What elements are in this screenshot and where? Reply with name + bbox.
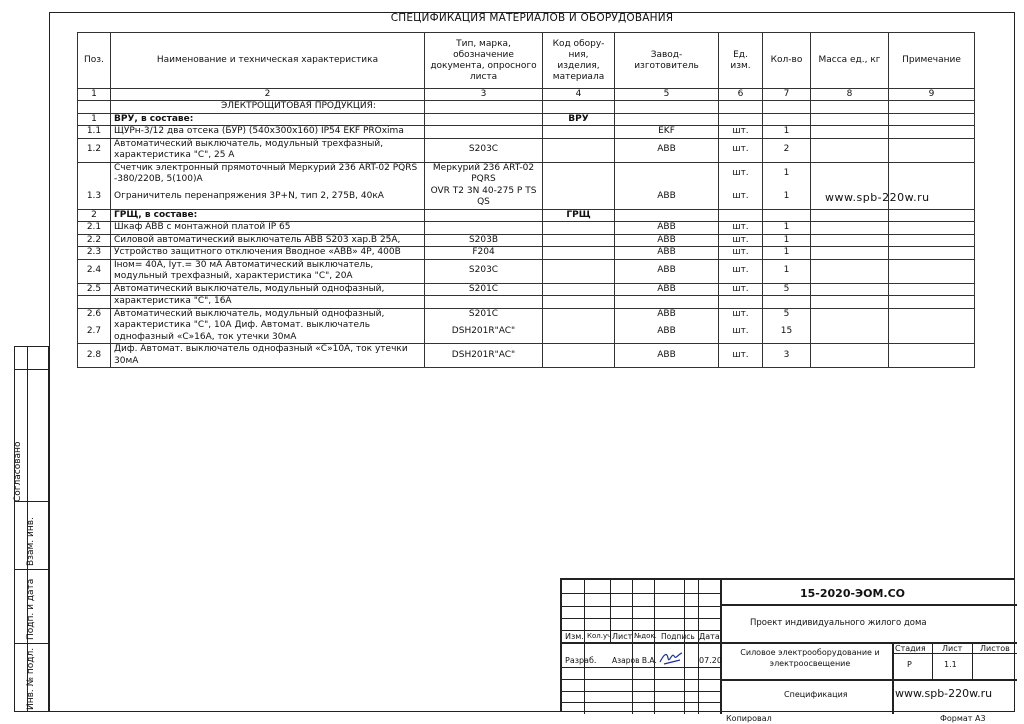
title-block — [560, 578, 1015, 712]
cell-maker: ABB — [615, 247, 719, 260]
cell-mass — [811, 247, 889, 260]
cell-qty: 3 — [763, 344, 811, 368]
cell-qty: 1 — [763, 186, 811, 210]
page-title: СПЕЦИФИКАЦИЯ МАТЕРИАЛОВ И ОБОРУДОВАНИЯ — [390, 12, 674, 24]
cell-mass — [811, 283, 889, 296]
cell-note — [889, 259, 975, 283]
column-number: 3 — [425, 89, 543, 101]
cell-unit: шт. — [719, 308, 763, 320]
cell-name: Автоматический выключатель, модульный трехфазный, характеристика "С", 25 А — [111, 138, 425, 162]
cell-pos: 2.6 — [78, 308, 111, 320]
side-label-sign-date: Подп. и дата — [26, 578, 36, 640]
cell-name: Устройство защитного отключения Вводное «ABB» 4P, 400В — [111, 247, 425, 260]
cell-qty: 2 — [763, 138, 811, 162]
cell-maker: ABB — [615, 320, 719, 344]
cell-note — [889, 320, 975, 344]
cell-mass — [811, 162, 889, 186]
format-label: Формат А3 — [940, 714, 986, 723]
sheet-label: Лист — [942, 644, 963, 653]
cell-pos: 1.1 — [78, 126, 111, 139]
cell-name: Диф. Автомат. выключатель однофазный «С»10А, ток утечки 30мА — [111, 344, 425, 368]
cell-pos: 1.2 — [78, 138, 111, 162]
table-row — [78, 320, 975, 344]
cell-code — [543, 259, 615, 283]
cell-unit — [719, 296, 763, 309]
cell-note — [889, 126, 975, 139]
developer-name: Азаров В.А. — [612, 656, 657, 665]
cell-qty: 1 — [763, 259, 811, 283]
cell-pos: 2.8 — [78, 344, 111, 368]
cell-name: Счетчик электронный прямоточный Меркурий 236 ART-02 PQRS -380/220В, 5(100)А — [111, 162, 425, 186]
cell-qty: 5 — [763, 308, 811, 320]
developer-label: Разраб. — [565, 656, 597, 665]
cell-unit: шт. — [719, 344, 763, 368]
cell-type: S201C — [425, 283, 543, 296]
sign-date: 07.20 — [699, 656, 722, 665]
column-number: 9 — [889, 89, 975, 101]
cell-name: ЩУРн-3/12 два отсека (БУР) (540х300х160) IP54 EKF PROxima — [111, 126, 425, 139]
cell-name: Шкаф ABB с монтажной платой IP 65 — [111, 222, 425, 235]
cell-pos: 2.2 — [78, 234, 111, 247]
table-row — [78, 162, 975, 186]
cell-type: F204 — [425, 247, 543, 260]
cell-qty — [763, 113, 811, 126]
cell-note — [889, 113, 975, 126]
cell-code — [543, 222, 615, 235]
stamp-header-signature: Подпись — [661, 632, 695, 641]
cell-code — [543, 138, 615, 162]
cell-mass — [811, 138, 889, 162]
cell-code — [543, 186, 615, 210]
cell-type: OVR T2 3N 40-275 P TS QS — [425, 186, 543, 210]
column-number: 8 — [811, 89, 889, 101]
cell-qty: 1 — [763, 222, 811, 235]
stage-label: Стадия — [895, 644, 926, 653]
cell-code — [543, 308, 615, 320]
cell-maker: ABB — [615, 234, 719, 247]
cell-note — [889, 209, 975, 222]
cell-code — [543, 296, 615, 309]
cell-pos: 1 — [78, 113, 111, 126]
cell-qty: 1 — [763, 247, 811, 260]
sheet-value: 1.1 — [944, 660, 957, 669]
column-number-row — [78, 89, 975, 101]
section-name-text: Силовое электрооборудование и электроосвещение — [740, 648, 880, 668]
cell-unit: шт. — [719, 162, 763, 186]
side-label-replace-inv: Взам. инв. — [26, 517, 36, 566]
cell-unit: шт. — [719, 186, 763, 210]
cell-mass — [811, 209, 889, 222]
cell-code — [543, 126, 615, 139]
table-row — [78, 126, 975, 139]
column-number: 1 — [78, 89, 111, 101]
table-row — [78, 296, 975, 309]
cell-maker: ABB — [615, 222, 719, 235]
table-row — [78, 259, 975, 283]
table-row — [78, 113, 975, 126]
cell-name: Автоматический выключатель, модульный однофазный, — [111, 308, 425, 320]
cell-name: характеристика "С", 16А — [111, 296, 425, 309]
table-row — [78, 222, 975, 235]
cell-maker: ABB — [615, 186, 719, 210]
cell-name: ГРЩ, в составе: — [111, 209, 425, 222]
cell-qty: 1 — [763, 234, 811, 247]
cell-type — [425, 113, 543, 126]
header-type: Тип, марка, обозначение документа, опросного листа — [425, 33, 543, 89]
cell-maker: ABB — [615, 308, 719, 320]
cell-note — [889, 138, 975, 162]
stamp-header-docno: №док. — [634, 632, 657, 640]
cell-unit — [719, 209, 763, 222]
stamp-header-count: Кол.уч — [587, 632, 612, 640]
header-qty: Кол-во — [763, 33, 811, 89]
column-number: 6 — [719, 89, 763, 101]
cell-unit: шт. — [719, 247, 763, 260]
project-name: Проект индивидуального жилого дома — [750, 618, 927, 628]
cell-pos: 2.4 — [78, 259, 111, 283]
cell-maker: ABB — [615, 138, 719, 162]
cell-pos: 1.3 — [78, 186, 111, 210]
cell-name: Автоматический выключатель, модульный однофазный, — [111, 283, 425, 296]
cell-unit: шт. — [719, 126, 763, 139]
cell-maker — [615, 113, 719, 126]
cell-unit — [719, 113, 763, 126]
cell-note — [889, 162, 975, 186]
cell-pos — [78, 296, 111, 309]
cell-type: DSH201R"AC" — [425, 344, 543, 368]
cell-maker — [615, 296, 719, 309]
section-row — [78, 101, 975, 114]
cell-mass — [811, 344, 889, 368]
cell-type — [425, 296, 543, 309]
cell-type: S203B — [425, 234, 543, 247]
cell-note — [889, 344, 975, 368]
header-mass: Масса ед., кг — [811, 33, 889, 89]
cell-code — [543, 162, 615, 186]
header-code: Код обору- ния, изделия, материала — [543, 33, 615, 89]
cell-pos: 2.1 — [78, 222, 111, 235]
cell-maker: EKF — [615, 126, 719, 139]
table-row — [78, 138, 975, 162]
cell-qty — [763, 296, 811, 309]
cell-code — [543, 283, 615, 296]
cell-unit: шт. — [719, 222, 763, 235]
cell-maker: ABB — [615, 283, 719, 296]
cell-mass — [811, 222, 889, 235]
stamp-header-sheet: Лист — [612, 632, 633, 641]
table-row — [78, 344, 975, 368]
cell-maker — [615, 162, 719, 186]
side-label-inv-original: Инв. № подл. — [26, 647, 36, 710]
cell-mass — [811, 234, 889, 247]
table-row — [78, 234, 975, 247]
cell-note — [889, 234, 975, 247]
table-row — [78, 308, 975, 320]
document-name: Спецификация — [784, 690, 848, 699]
cell-type: S203C — [425, 138, 543, 162]
cell-name: характеристика "С", 10А Диф. Автомат. выключатель однофазный «С»16А, ток утечки 30мА — [111, 320, 425, 344]
signature-graphic — [658, 648, 684, 668]
cell-mass — [811, 126, 889, 139]
cell-qty: 15 — [763, 320, 811, 344]
header-pos: Поз. — [78, 33, 111, 89]
cell-code — [543, 320, 615, 344]
cell-note — [889, 308, 975, 320]
stamp-header-date: Дата — [699, 632, 720, 641]
cell-qty: 1 — [763, 126, 811, 139]
cell-type — [425, 209, 543, 222]
cell-pos: 2 — [78, 209, 111, 222]
table-header-row — [78, 33, 975, 89]
cell-note — [889, 247, 975, 260]
cell-unit: шт. — [719, 283, 763, 296]
cell-qty: 5 — [763, 283, 811, 296]
cell-type — [425, 126, 543, 139]
cell-type — [425, 222, 543, 235]
cell-note — [889, 283, 975, 296]
header-note: Примечание — [889, 33, 975, 89]
cell-type: Меркурий 236 ART-02 PQRS — [425, 162, 543, 186]
cell-type: S201C — [425, 308, 543, 320]
cell-maker: ABB — [615, 259, 719, 283]
cell-name: Iном= 40A, Iут.= 30 мА Автоматический выключатель, модульный трехфазный, характеристика "С", 20А — [111, 259, 425, 283]
cell-pos — [78, 162, 111, 186]
cell-mass — [811, 259, 889, 283]
signature-image — [658, 648, 684, 670]
column-number: 5 — [615, 89, 719, 101]
cell-name: ВРУ, в составе: — [111, 113, 425, 126]
cell-pos: 2.3 — [78, 247, 111, 260]
cell-code: ВРУ — [543, 113, 615, 126]
section-name — [734, 647, 886, 669]
cell-unit: шт. — [719, 259, 763, 283]
cell-code — [543, 344, 615, 368]
cell-mass — [811, 308, 889, 320]
cell-type: S203C — [425, 259, 543, 283]
side-label-agreed: Согласовано — [13, 441, 23, 502]
header-unit: Ед. изм. — [719, 33, 763, 89]
column-number: 4 — [543, 89, 615, 101]
cell-name: Силовой автоматический выключатель ABB S203 хар.В 25А, — [111, 234, 425, 247]
cell-name: Ограничитель перенапряжения 3P+N, тип 2, 275В, 40кА — [111, 186, 425, 210]
cell-pos: 2.7 — [78, 320, 111, 344]
table-row — [78, 209, 975, 222]
stamp-website: www.spb-220w.ru — [895, 687, 993, 700]
cell-mass — [811, 296, 889, 309]
header-name: Наименование и техническая характеристика — [111, 33, 425, 89]
cell-qty — [763, 209, 811, 222]
copied-label: Копировал — [726, 714, 772, 723]
document-code: 15-2020-ЭОМ.СО — [800, 587, 906, 600]
sheets-label: Листов — [980, 644, 1010, 653]
cell-maker — [615, 209, 719, 222]
cell-maker: ABB — [615, 344, 719, 368]
cell-code: ГРЩ — [543, 209, 615, 222]
cell-note — [889, 296, 975, 309]
cell-unit: шт. — [719, 138, 763, 162]
table-row — [78, 283, 975, 296]
cell-code — [543, 234, 615, 247]
section-title: ЭЛЕКТРОЩИТОВАЯ ПРОДУКЦИЯ: — [111, 101, 425, 114]
cell-type: DSH201R"AC" — [425, 320, 543, 344]
cell-note — [889, 222, 975, 235]
cell-qty: 1 — [763, 162, 811, 186]
cell-unit: шт. — [719, 320, 763, 344]
watermark: www.spb-220w.ru — [825, 191, 930, 204]
cell-unit: шт. — [719, 234, 763, 247]
header-maker: Завод- изготовитель — [615, 33, 719, 89]
column-number: 7 — [763, 89, 811, 101]
stamp-header-change: Изм. — [565, 632, 584, 641]
column-number: 2 — [111, 89, 425, 101]
stage-value: Р — [907, 660, 912, 669]
cell-code — [543, 247, 615, 260]
cell-mass — [811, 320, 889, 344]
cell-pos: 2.5 — [78, 283, 111, 296]
cell-mass — [811, 113, 889, 126]
table-row — [78, 247, 975, 260]
